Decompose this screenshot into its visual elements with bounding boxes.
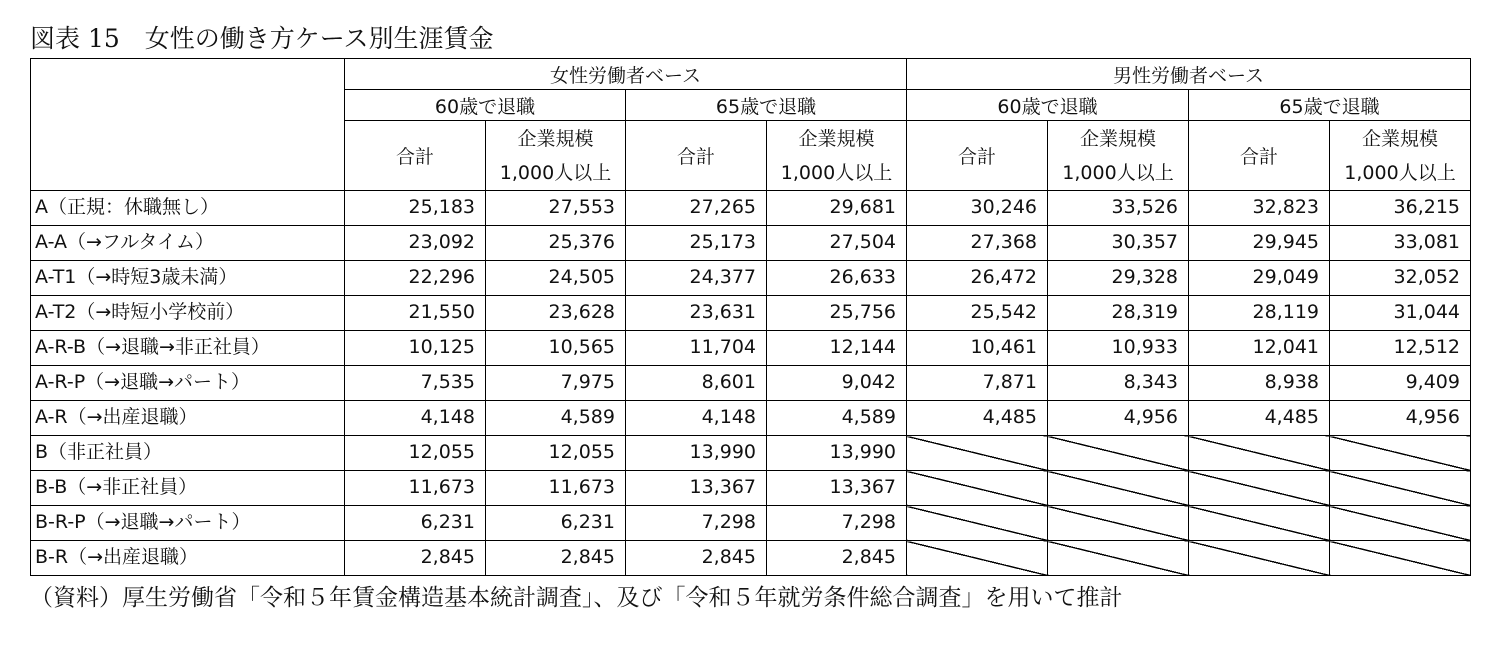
header-large-firm-line1: 企業規模 xyxy=(798,127,875,150)
row-label: A（正規：休職無し） xyxy=(31,191,345,226)
row-label: A-R-B（→退職→非正社員） xyxy=(31,331,345,366)
table-row xyxy=(31,541,1471,576)
header-female-retire65: 65歳で退職 xyxy=(626,90,907,121)
header-large-firm-line2: 1,000人以上 xyxy=(1062,161,1174,184)
value-cell: 29,681 xyxy=(767,191,907,226)
value-cell: 8,938 xyxy=(1189,366,1330,401)
value-cell: 27,504 xyxy=(767,226,907,261)
value-cell: 28,319 xyxy=(1048,296,1189,331)
value-cell: 28,119 xyxy=(1189,296,1330,331)
empty-slashed-cell xyxy=(1189,541,1330,576)
table-row xyxy=(31,226,1471,261)
row-label: A-A（→フルタイム） xyxy=(31,226,345,261)
value-cell: 25,756 xyxy=(767,296,907,331)
value-cell: 23,628 xyxy=(486,296,626,331)
value-cell: 4,148 xyxy=(345,401,486,436)
value-cell: 4,956 xyxy=(1048,401,1189,436)
value-cell: 27,553 xyxy=(486,191,626,226)
value-cell: 27,368 xyxy=(907,226,1048,261)
empty-slashed-cell xyxy=(1189,471,1330,506)
value-cell: 13,990 xyxy=(767,436,907,471)
header-large-firm xyxy=(1048,121,1189,191)
table-row xyxy=(31,366,1471,401)
value-cell: 8,601 xyxy=(626,366,767,401)
value-cell: 10,125 xyxy=(345,331,486,366)
value-cell: 12,055 xyxy=(345,436,486,471)
empty-slashed-cell xyxy=(1330,541,1471,576)
value-cell: 31,044 xyxy=(1330,296,1471,331)
value-cell: 33,526 xyxy=(1048,191,1189,226)
value-cell: 11,704 xyxy=(626,331,767,366)
table-row xyxy=(31,331,1471,366)
value-cell: 26,633 xyxy=(767,261,907,296)
value-cell: 13,990 xyxy=(626,436,767,471)
table-row xyxy=(31,506,1471,541)
row-label: B-B（→非正社員） xyxy=(31,471,345,506)
table-row xyxy=(31,436,1471,471)
value-cell: 13,367 xyxy=(626,471,767,506)
value-cell: 25,376 xyxy=(486,226,626,261)
value-cell: 10,461 xyxy=(907,331,1048,366)
value-cell: 23,631 xyxy=(626,296,767,331)
table-row xyxy=(31,191,1471,226)
value-cell: 9,042 xyxy=(767,366,907,401)
empty-slashed-cell xyxy=(1048,436,1189,471)
value-cell: 4,589 xyxy=(486,401,626,436)
value-cell: 27,265 xyxy=(626,191,767,226)
value-cell: 33,081 xyxy=(1330,226,1471,261)
value-cell: 13,367 xyxy=(767,471,907,506)
value-cell: 21,550 xyxy=(345,296,486,331)
value-cell: 2,845 xyxy=(626,541,767,576)
empty-slashed-cell xyxy=(1048,471,1189,506)
value-cell: 22,296 xyxy=(345,261,486,296)
empty-slashed-cell xyxy=(1330,506,1471,541)
empty-slashed-cell xyxy=(907,436,1048,471)
value-cell: 4,956 xyxy=(1330,401,1471,436)
header-male-retire65: 65歳で退職 xyxy=(1189,90,1471,121)
header-large-firm-line2: 1,000人以上 xyxy=(1344,161,1456,184)
empty-slashed-cell xyxy=(907,471,1048,506)
value-cell: 29,328 xyxy=(1048,261,1189,296)
header-total: 合計 xyxy=(626,121,767,191)
value-cell: 7,298 xyxy=(767,506,907,541)
value-cell: 12,041 xyxy=(1189,331,1330,366)
value-cell: 32,823 xyxy=(1189,191,1330,226)
value-cell: 4,485 xyxy=(1189,401,1330,436)
row-label: A-R（→出産退職） xyxy=(31,401,345,436)
value-cell: 6,231 xyxy=(345,506,486,541)
table-row xyxy=(31,261,1471,296)
value-cell: 29,945 xyxy=(1189,226,1330,261)
value-cell: 11,673 xyxy=(345,471,486,506)
value-cell: 12,144 xyxy=(767,331,907,366)
value-cell: 36,215 xyxy=(1330,191,1471,226)
header-total: 合計 xyxy=(907,121,1048,191)
header-female-base: 女性労働者ベース xyxy=(345,59,907,90)
header-large-firm-line1: 企業規模 xyxy=(1079,127,1156,150)
value-cell: 12,512 xyxy=(1330,331,1471,366)
row-label: A-T2（→時短小学校前） xyxy=(31,296,345,331)
corner-cell xyxy=(31,59,345,191)
value-cell: 6,231 xyxy=(486,506,626,541)
value-cell: 30,357 xyxy=(1048,226,1189,261)
value-cell: 25,183 xyxy=(345,191,486,226)
header-male-base: 男性労働者ベース xyxy=(907,59,1471,90)
value-cell: 7,975 xyxy=(486,366,626,401)
row-label: B-R（→出産退職） xyxy=(31,541,345,576)
value-cell: 25,173 xyxy=(626,226,767,261)
value-cell: 4,485 xyxy=(907,401,1048,436)
value-cell: 2,845 xyxy=(345,541,486,576)
value-cell: 24,377 xyxy=(626,261,767,296)
table-row xyxy=(31,296,1471,331)
value-cell: 7,298 xyxy=(626,506,767,541)
value-cell: 26,472 xyxy=(907,261,1048,296)
value-cell: 24,505 xyxy=(486,261,626,296)
row-label: B（非正社員） xyxy=(31,436,345,471)
figure-title: 図表 15 女性の働き方ケース別生涯賃金 xyxy=(30,24,494,53)
header-large-firm xyxy=(1330,121,1471,191)
empty-slashed-cell xyxy=(1330,436,1471,471)
header-large-firm-line1: 企業規模 xyxy=(517,127,594,150)
header-total: 合計 xyxy=(1189,121,1330,191)
value-cell: 4,589 xyxy=(767,401,907,436)
header-large-firm-line1: 企業規模 xyxy=(1361,127,1438,150)
empty-slashed-cell xyxy=(907,506,1048,541)
value-cell: 10,565 xyxy=(486,331,626,366)
table-row xyxy=(31,471,1471,506)
value-cell: 7,871 xyxy=(907,366,1048,401)
header-total: 合計 xyxy=(345,121,486,191)
value-cell: 30,246 xyxy=(907,191,1048,226)
value-cell: 4,148 xyxy=(626,401,767,436)
value-cell: 23,092 xyxy=(345,226,486,261)
header-female-retire60: 60歳で退職 xyxy=(345,90,626,121)
value-cell: 10,933 xyxy=(1048,331,1189,366)
value-cell: 32,052 xyxy=(1330,261,1471,296)
empty-slashed-cell xyxy=(1048,541,1189,576)
value-cell: 29,049 xyxy=(1189,261,1330,296)
value-cell: 2,845 xyxy=(486,541,626,576)
header-large-firm xyxy=(767,121,907,191)
value-cell: 8,343 xyxy=(1048,366,1189,401)
header-large-firm-line2: 1,000人以上 xyxy=(499,161,612,184)
value-cell: 25,542 xyxy=(907,296,1048,331)
header-male-retire60: 60歳で退職 xyxy=(907,90,1189,121)
row-label: A-T1（→時短3歳未満） xyxy=(31,261,345,296)
value-cell: 2,845 xyxy=(767,541,907,576)
empty-slashed-cell xyxy=(1048,506,1189,541)
row-label: A-R-P（→退職→パート） xyxy=(31,366,345,401)
header-large-firm-line2: 1,000人以上 xyxy=(780,161,893,184)
value-cell: 9,409 xyxy=(1330,366,1471,401)
empty-slashed-cell xyxy=(1189,436,1330,471)
source-note: （資料）厚生労働省「令和５年賃金構造基本統計調査」、及び「令和５年就労条件総合調査」を用いて推計 xyxy=(30,585,1123,611)
row-label: B-R-P（→退職→パート） xyxy=(31,506,345,541)
empty-slashed-cell xyxy=(1330,471,1471,506)
value-cell: 12,055 xyxy=(486,436,626,471)
value-cell: 7,535 xyxy=(345,366,486,401)
empty-slashed-cell xyxy=(1189,506,1330,541)
empty-slashed-cell xyxy=(907,541,1048,576)
lifetime-wage-table xyxy=(30,58,1471,576)
header-large-firm xyxy=(486,121,626,191)
table-row xyxy=(31,401,1471,436)
value-cell: 11,673 xyxy=(486,471,626,506)
